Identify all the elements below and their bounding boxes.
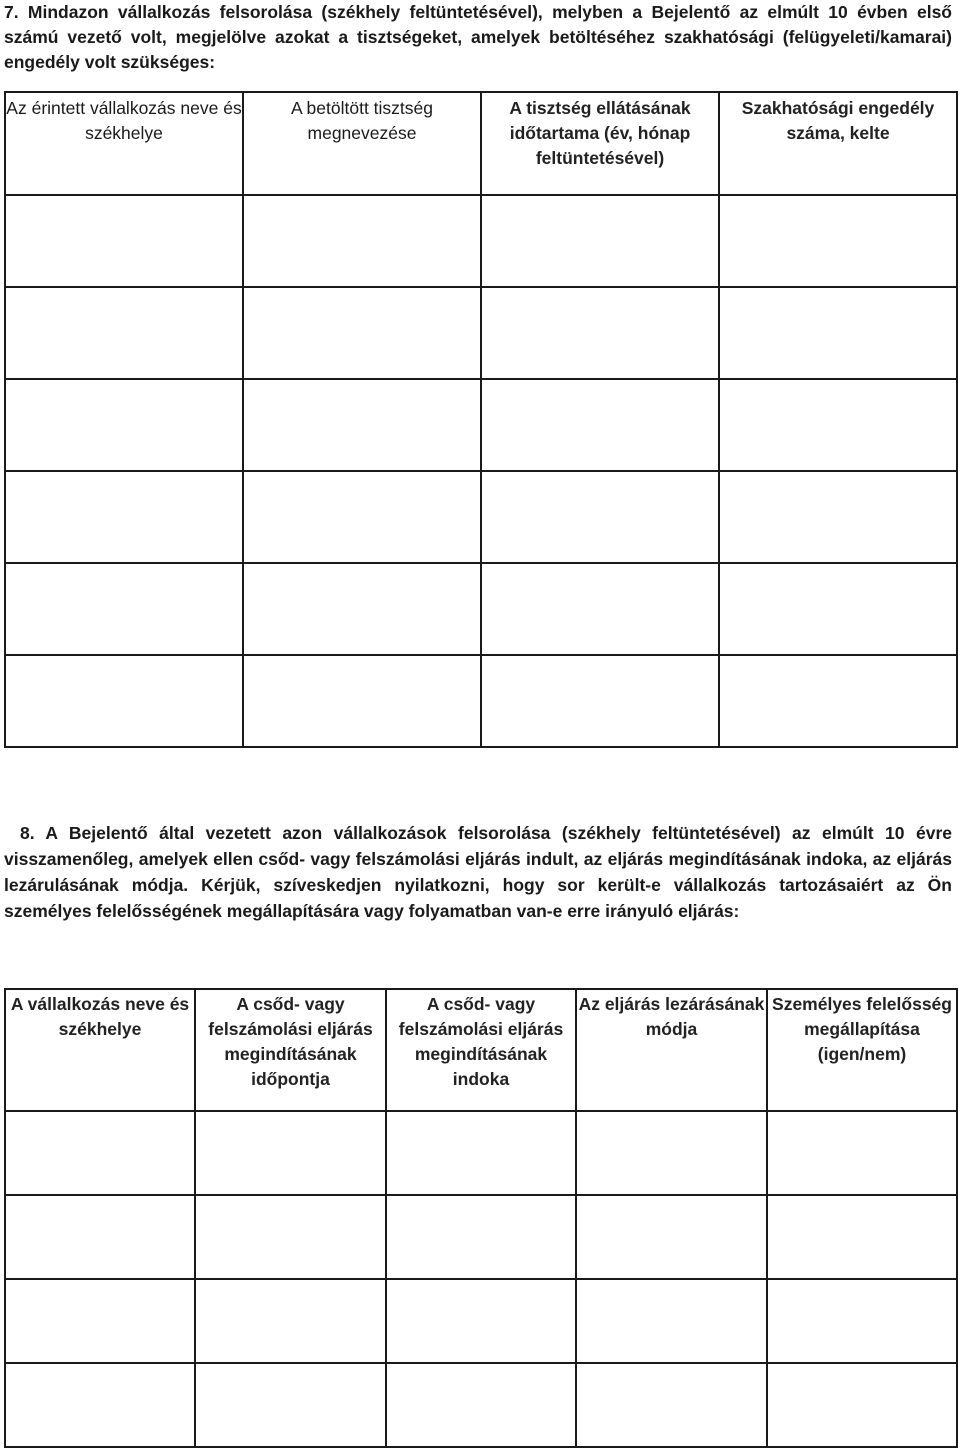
table-cell[interactable] (481, 195, 719, 287)
table-cell[interactable] (386, 1195, 576, 1279)
table-cell[interactable] (5, 471, 243, 563)
table-row (5, 471, 957, 563)
table-row (5, 195, 957, 287)
table-row (5, 1195, 957, 1279)
table-header-row (5, 989, 957, 1111)
table-cell[interactable] (481, 287, 719, 379)
table-cell[interactable] (243, 655, 481, 747)
table-cell[interactable] (481, 563, 719, 655)
table-cell[interactable] (719, 655, 957, 747)
table-cell[interactable] (767, 1111, 957, 1195)
table-cell[interactable] (767, 1195, 957, 1279)
section-7-instruction: 7. Mindazon vállalkozás felsorolása (székhely feltüntetésével), melyben a Bejelentő az elmúlt 10 évben első számú vezető volt, megjelölve azokat a tisztségeket, amelyek betöltéséhez szakhatósági (felügyeleti/kamarai) engedély volt szükséges: (4, 2, 952, 72)
table-cell[interactable] (576, 1279, 767, 1363)
table-cell[interactable] (767, 1279, 957, 1363)
column-header-duration: A tisztség ellátásának időtartama (év, hónap feltüntetésével) (481, 92, 719, 195)
table-row (5, 1111, 957, 1195)
table-row (5, 1363, 957, 1447)
table-cell[interactable] (195, 1279, 386, 1363)
table-cell[interactable] (719, 287, 957, 379)
table-cell[interactable] (386, 1363, 576, 1447)
column-header-start-date: A csőd- vagy felszámolási eljárás megindításának időpontja (195, 989, 386, 1111)
section-8-instruction: 8. A Bejelentő által vezetett azon vállalkozások felsorolása (székhely feltüntetésével) az elmúlt 10 évre visszamenőleg, amelyek ellen csőd- vagy felszámolási eljárás indult, az eljárás megindításának indoka, az eljárás lezárulásának módja. Kérjük, szíveskedjen nyilatkozni, hogy sor került-e vállalkozás tartozásaiért az Ön személyes felelősségének megállapítására vagy folyamatban van-e erre irányuló eljárás: (4, 823, 952, 921)
table-cell[interactable] (195, 1195, 386, 1279)
table-row (5, 379, 957, 471)
table-cell[interactable] (576, 1363, 767, 1447)
table-row (5, 1279, 957, 1363)
table-cell[interactable] (767, 1363, 957, 1447)
column-header-position: A betöltött tisztség megnevezése (243, 92, 481, 195)
column-header-liability: Személyes felelősség megállapítása (igen/nem) (767, 989, 957, 1111)
table-header-row (5, 92, 957, 195)
column-header-company: A vállalkozás neve és székhelye (5, 989, 195, 1111)
column-header-closure: Az eljárás lezárásának módja (576, 989, 767, 1111)
table-cell[interactable] (719, 471, 957, 563)
section-8-table (4, 988, 958, 1448)
column-header-company: Az érintett vállalkozás neve és székhelye (5, 92, 243, 195)
table-cell[interactable] (576, 1111, 767, 1195)
table-cell[interactable] (5, 287, 243, 379)
table-cell[interactable] (719, 195, 957, 287)
table-cell[interactable] (243, 471, 481, 563)
table-cell[interactable] (243, 379, 481, 471)
table-row (5, 287, 957, 379)
table-cell[interactable] (5, 379, 243, 471)
table-cell[interactable] (195, 1363, 386, 1447)
table-cell[interactable] (195, 1111, 386, 1195)
table-row (5, 563, 957, 655)
table-cell[interactable] (243, 195, 481, 287)
section-7-table (4, 91, 958, 748)
table-cell[interactable] (481, 655, 719, 747)
table-row (5, 655, 957, 747)
table-cell[interactable] (386, 1279, 576, 1363)
table-cell[interactable] (5, 1279, 195, 1363)
table-cell[interactable] (386, 1111, 576, 1195)
column-header-reason: A csőd- vagy felszámolási eljárás megindításának indoka (386, 989, 576, 1111)
table-cell[interactable] (243, 563, 481, 655)
table-cell[interactable] (719, 563, 957, 655)
table-cell[interactable] (5, 563, 243, 655)
table-cell[interactable] (5, 655, 243, 747)
table-cell[interactable] (5, 1195, 195, 1279)
table-cell[interactable] (5, 195, 243, 287)
table-cell[interactable] (5, 1363, 195, 1447)
table-cell[interactable] (481, 471, 719, 563)
table-cell[interactable] (719, 379, 957, 471)
table-cell[interactable] (243, 287, 481, 379)
table-cell[interactable] (576, 1195, 767, 1279)
column-header-license: Szakhatósági engedély száma, kelte (719, 92, 957, 195)
table-cell[interactable] (5, 1111, 195, 1195)
table-cell[interactable] (481, 379, 719, 471)
